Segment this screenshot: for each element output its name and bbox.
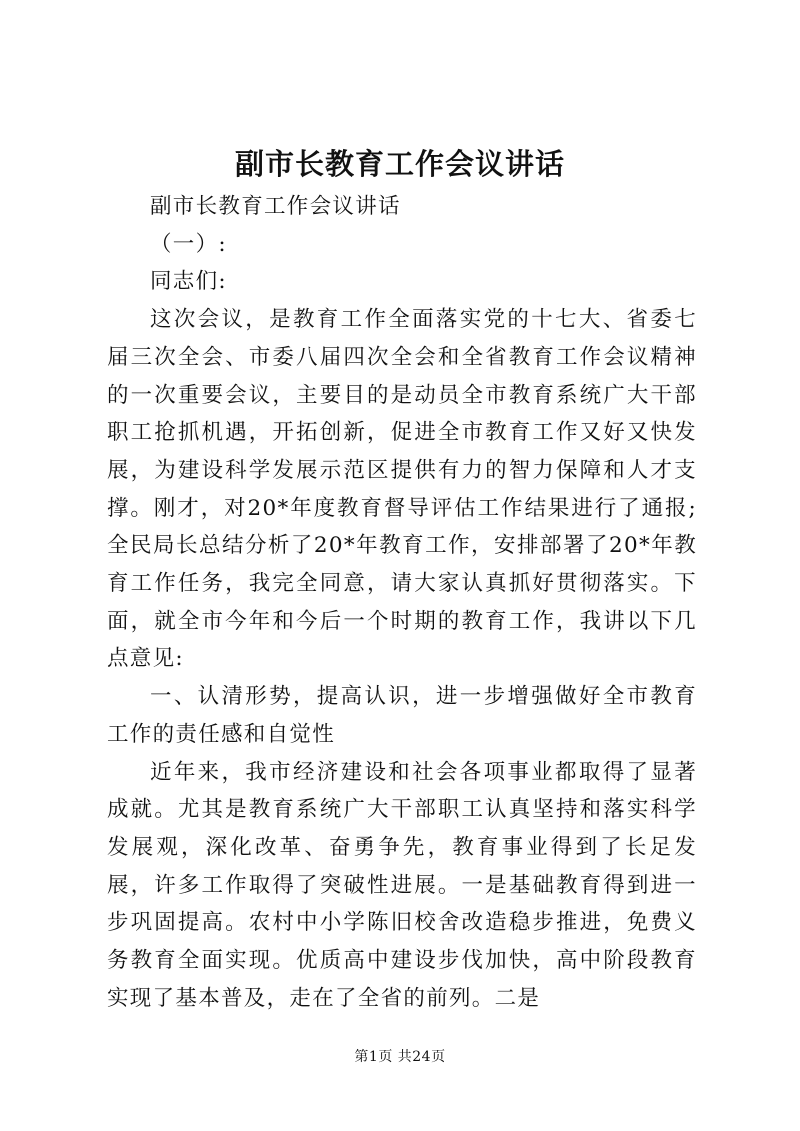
paragraph-intro: 这次会议，是教育工作全面落实党的十七大、省委七届三次全会、市委八届四次全会和全省教育工作会议精神的一次重要会议，主要目的是动员全市教育系统广大干部职工抢抓机遇，开拓创新，促进全市教育工作又好又快发展，为建设科学发展示范区提供有力的智力保障和人才支撑。刚才，对20*年度教育督导评估工作结果进行了通报;全民局长总结分析了20*年教育工作，安排部署了20*年教育工作任务，我完全同意，请大家认真抓好贯彻落实。下面，就全市今年和今后一个时期的教育工作，我讲以下几点意见: bbox=[107, 307, 697, 672]
paragraph-heading-one: 一、认清形势，提高认识，进一步增强做好全市教育工作的责任感和自觉性 bbox=[107, 684, 697, 747]
page-number-footer: 第1页 共24页 bbox=[354, 1049, 446, 1065]
document-title: 副市长教育工作会议讲话 bbox=[234, 147, 565, 181]
paragraph-subtitle: 副市长教育工作会议讲话 bbox=[150, 194, 401, 219]
paragraph-section-marker: （一）: bbox=[150, 231, 227, 257]
document-body bbox=[107, 188, 697, 1017]
paragraph-greeting: 同志们: bbox=[150, 269, 227, 295]
paragraph-achievements: 近年来，我市经济建设和社会各项事业都取得了显著成就。尤其是教育系统广大干部职工认真坚持和落实科学发展观，深化改革、奋勇争先，教育事业得到了长足发展，许多工作取得了突破性进展。一是基础教育得到进一步巩固提高。农村中小学陈旧校舍改造稳步推进，免费义务教育全面实现。优质高中建设步伐加快，高中阶段教育实现了基本普及，走在了全省的前列。二是 bbox=[107, 759, 697, 1011]
